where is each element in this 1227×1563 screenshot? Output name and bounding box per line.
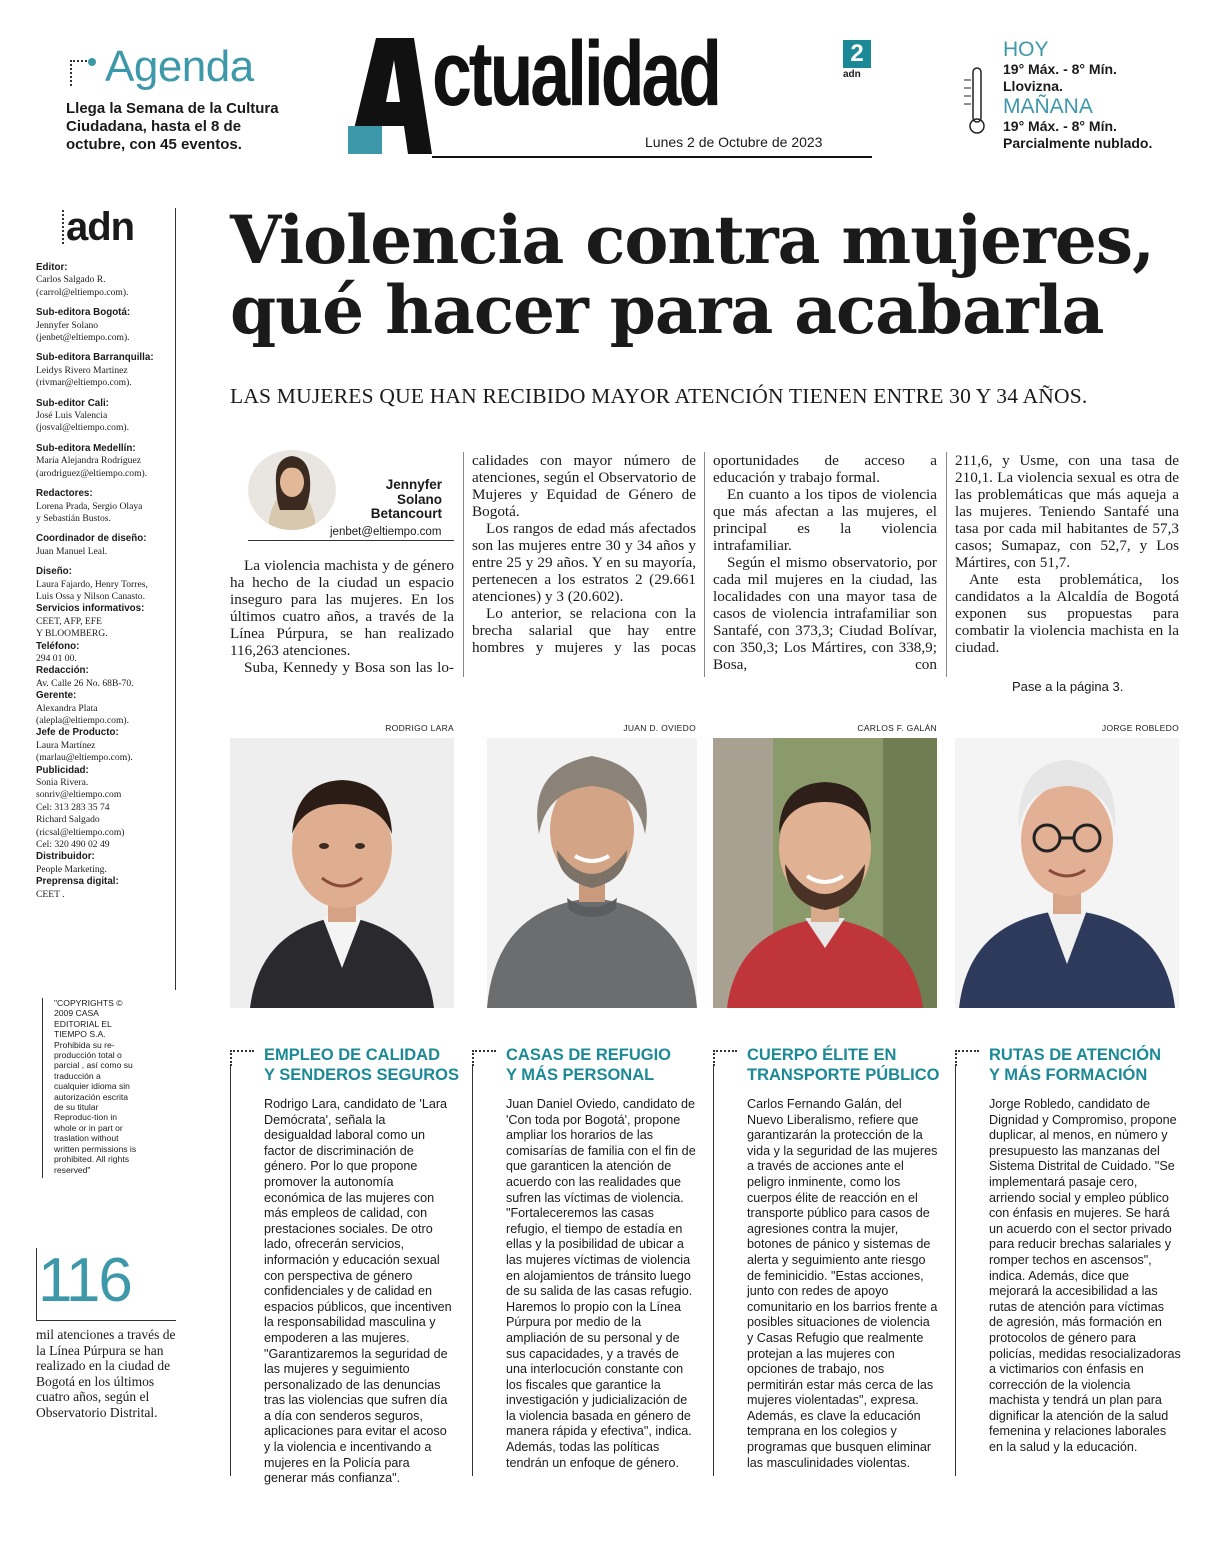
- agenda-text: Llega la Semana de la Cultura Ciudadana, hasta el 8 de octubre, con 45 eventos.: [66, 100, 279, 153]
- thermometer-icon: [962, 66, 992, 136]
- staff-line: CEET, AFP, EFE: [36, 615, 102, 627]
- staff-line: (ricsal@eltiempo.com): [36, 826, 125, 838]
- copyright-rule: [42, 998, 43, 1178]
- paragraph: La violencia machista y de género ha hecho de la ciudad un espacio inseguro para las mujeres. En los últimos cuatro años, a través de la Línea Púrpura, se han realizado 116,263 atenciones.: [230, 557, 454, 659]
- continue-link[interactable]: Pase a la página 3.: [1012, 679, 1124, 694]
- candidate-photo-jorge-robledo: [955, 738, 1179, 1008]
- body-column-3: [713, 452, 937, 673]
- candidate-heading-line-2: Y MÁS PERSONAL: [506, 1066, 655, 1084]
- masthead-title: ctualidad: [432, 23, 719, 125]
- weather-box: [1003, 38, 1152, 152]
- staff-line: (alepla@eltiempo.com).: [36, 715, 130, 726]
- headline: [230, 201, 1190, 349]
- author-name: [340, 478, 442, 522]
- candidate-heading-line-2: Y MÁS FORMACIÓN: [989, 1066, 1148, 1084]
- candidate-heading: [506, 1045, 671, 1085]
- agenda-title: Agenda: [105, 42, 254, 91]
- staff-role: Diseño:: [36, 566, 72, 578]
- weather-tomorrow-desc: Parcialmente nublado.: [1003, 135, 1153, 151]
- body-column-4: [955, 452, 1179, 656]
- staff-role: Teléfono:: [36, 640, 80, 652]
- staff-line: (carrol@eltiempo.com).: [36, 286, 129, 298]
- stat-rule-vertical: [36, 1248, 37, 1320]
- staff-entry: [36, 851, 176, 876]
- staff-entry: [36, 488, 176, 525]
- candidate-heading-line-1: CASAS DE REFUGIO: [506, 1046, 672, 1064]
- body-column-2: [472, 452, 696, 656]
- staff-entry: [36, 727, 176, 764]
- stat-number: 116: [38, 1246, 131, 1315]
- candidate-photo-juan-oviedo: [487, 738, 697, 1008]
- staff-role: Coordinador de diseño:: [36, 533, 147, 545]
- masthead-a-logo: [348, 38, 432, 154]
- paragraph: Suba, Kennedy y Bosa son las lo-: [244, 659, 454, 676]
- candidate-heading: [747, 1045, 940, 1085]
- staff-line: Leidys Rivero Martínez: [36, 364, 128, 376]
- paragraph: Los rangos de edad más afectados son las mujeres entre 30 y 34 años y entre 25 y 29 años. Y en su mayoría, pertenecen a los estratos 2 (29.661 atenciones) y 3 (20.602).: [472, 520, 696, 605]
- author-last-name: Betancourt: [370, 506, 442, 521]
- staff-role: Sub-editora Bogotá:: [36, 307, 131, 319]
- staff-role: Sub-editora Medellín:: [36, 442, 136, 454]
- staff-line: (arodriguez@eltiempo.com).: [36, 467, 148, 479]
- staff-entry: [36, 603, 176, 640]
- staff-line: Cel: 320 490 02 49: [36, 839, 110, 851]
- paragraph: Ante esta problemática, los candidatos a la Alcaldía de Bogotá exponen sus propuestas para combatir la violencia machista en la ciudad.: [955, 571, 1179, 656]
- paragraph: Según el mismo observatorio, por cada mil mujeres en la ciudad, las localidades con una mayor tasa de casos de violencia intrafamiliar son Santafé, con 373,3; Ciudad Bolívar, con 350,3; Los Mártires, con 338,9; Bosa, con: [713, 554, 937, 673]
- weather-tomorrow-label: MAÑANA: [1003, 95, 1093, 118]
- author-middle-name: Solano: [396, 491, 442, 507]
- staff-line: Lorena Prada, Sergio Olaya: [36, 500, 143, 512]
- staff-role: Distribuidor:: [36, 851, 95, 863]
- staff-role: Jefe de Producto:: [36, 727, 119, 739]
- staff-line: (marlau@eltiempo.com).: [36, 752, 133, 764]
- section-bracket: [713, 1050, 737, 1066]
- column-rule: [463, 452, 464, 677]
- section-rule: [955, 1064, 956, 1476]
- weather-today-temp: 19° Máx. - 8° Mín.: [1003, 61, 1117, 77]
- stat-text: mil atenciones a través de la Línea Púrpura se han realizado en la ciudad de Bogotá en los últimos cuatro años, según el Observatorio Distrital.: [36, 1327, 176, 1420]
- staff-entry: [36, 690, 176, 727]
- staff-role: Redacción:: [36, 665, 89, 677]
- paragraph: 211,6, y Usme, con una tasa de 210,1. La violencia sexual es otra de las problemáticas que más aqueja a las mujeres. Teniendo Santafé una tasa por cada mil habitantes de 57,3 casos; Sumapaz, con 52,7, y Los Mártires, con 51,7.: [955, 452, 1179, 571]
- staff-line: Y BLOOMBERG.: [36, 628, 108, 640]
- candidate-text: Rodrigo Lara, candidato de 'Lara Demócrata', señala la desigualdad laboral como un factor de discriminación de género. Por lo que propone promover la autonomía económica de las mujeres con más empleos de calidad, con prestaciones sociales. De otro lado, ofrecerán servicios, información y educación sexual con perspectiva de género confidenciales y de calidad en espacios públicos, que incentiven la responsabilidad masculina y empoderen a las mujeres. "Garantizaremos la seguridad de las mujeres y seguimiento personalizado de las denuncias tras las violencias que sufren día a día con senderos seguros, aplicaciones para evitar el acoso y la violencia e incentivando a mujeres en la Policía para generar más confianza".: [264, 1097, 452, 1486]
- staff-line: María Alejandra Rodríguez: [36, 455, 141, 467]
- copyright-notice: "COPYRIGHTS © 2009 CASA EDITORIAL EL TIEMPO S.A. Prohibida su re-producción total o parcial , así como su traducción a cualquier idioma sin autorización escrita de su titular Reproduc-tion in whole or in part or traslation without written permissions is prohibited. All rights reserved": [54, 998, 137, 1175]
- staff-role: Sub-editora Barranquilla:: [36, 352, 154, 364]
- candidate-heading-line-2: Y SENDEROS SEGUROS: [264, 1066, 459, 1084]
- section-bracket: [230, 1050, 254, 1066]
- stat-rule: [36, 1320, 176, 1321]
- photo-credit: JORGE ROBLEDO: [1101, 723, 1179, 733]
- staff-role: Redactores:: [36, 488, 93, 500]
- staff-entry: [36, 443, 176, 480]
- candidate-photo-rodrigo-lara: [230, 738, 454, 1008]
- staff-line: Laura Martínez: [36, 739, 96, 751]
- staff-entry: [36, 765, 176, 852]
- section-rule: [230, 1064, 231, 1476]
- author-email[interactable]: jenbet@eltiempo.com: [330, 526, 442, 538]
- weather-today-label: HOY: [1003, 38, 1049, 61]
- candidate-text: Carlos Fernando Galán, del Nuevo Liberalismo, refiere que garantizarán la protección de la vida y la seguridad de las mujeres a través de acciones ante el peligro inminente, como los cuerpos élite de reacción en el transporte público para casos de agresiones contra la mujer, botones de pánico y sistemas de alerta y seguimiento ante riesgo de feminicidio. "Estas acciones, junto con redes de apoyo comunitario en los barrios frente a posibles situaciones de violencia y Casas Refugio que realmente protejan a las mujeres con opciones de trabajo, nos permitirán estar más cerca de las mujeres violentadas", expresa. Además, es clave la educación temprana en los colegios y programas que busquen eliminar las masculinidades violentas.: [747, 1097, 938, 1470]
- paragraph: calidades con mayor número de atenciones, según el Observatorio de Mujeres y Equidad de Género de Bogotá.: [472, 452, 696, 520]
- author-photo: [248, 450, 336, 530]
- staff-line: People Marketing.: [36, 863, 107, 875]
- staff-box: [36, 262, 176, 901]
- issue-date: Lunes 2 de Octubre de 2023: [645, 134, 823, 150]
- staff-line: Jennyfer Solano: [36, 319, 99, 331]
- section-rule: [713, 1064, 714, 1476]
- subheadline: LAS MUJERES QUE HAN RECIBIDO MAYOR ATENCIÓN TIENEN ENTRE 30 Y 34 AÑOS.: [230, 384, 1088, 408]
- staff-line: Juan Manuel Leal.: [36, 545, 108, 557]
- staff-line: Cel: 313 283 35 74: [36, 801, 110, 813]
- candidate-heading-line-2: TRANSPORTE PÚBLICO: [747, 1066, 940, 1084]
- staff-role: Editor:: [36, 262, 68, 273]
- column-rule: [946, 452, 947, 677]
- adn-logo: adn: [66, 205, 135, 249]
- staff-line: y Sebastián Bustos.: [36, 512, 111, 524]
- staff-line: sonriv@eltiempo.com: [36, 789, 122, 801]
- weather-today-desc: Llovizna.: [1003, 78, 1063, 94]
- staff-line: Sonia Rivera.: [36, 777, 89, 789]
- section-bracket: [955, 1050, 979, 1066]
- photo-credit: JUAN D. OVIEDO: [623, 723, 696, 733]
- candidate-heading-line-1: RUTAS DE ATENCIÓN: [989, 1046, 1162, 1064]
- staff-line: Luis Ossa y Nilson Canasto.: [36, 590, 145, 602]
- candidate-text: Jorge Robledo, candidato de Dignidad y Compromiso, propone duplicar, al menos, en número y presupuesto las manzanas del Sistema Distrital de Cuidado. "Se implementará pasaje cero, arriendo social y empleo público con énfasis en mujeres. Se hará un acuerdo con el sector privado para reducir brechas salariales y romper techos en ascensos", indica. Además, dice que mejorará la accesibilidad a las rutas de atención para víctimas de agresión, más formación en protocolos de género para policías, medidas resocializadoras a victimarios con énfasis en corrección de la violencia machista y tendrá un plan para dignificar la atención de la salud femenina y relaciones laborales en la salud y la educación.: [989, 1097, 1181, 1455]
- staff-entry: [36, 665, 176, 690]
- staff-entry: [36, 352, 176, 389]
- staff-role: Sub-editor Cali:: [36, 397, 109, 409]
- staff-line: Laura Fajardo, Henry Torres,: [36, 578, 148, 590]
- staff-line: Carlos Salgado R.: [36, 274, 106, 286]
- headline-line-1: Violencia contra mujeres,: [230, 201, 1154, 279]
- candidate-text: Juan Daniel Oviedo, candidato de 'Con toda por Bogotá', propone ampliar los horarios de las comisarías de familia con el fin de que garanticen la atención de acuerdo con las realidades que sufren las víctimas de violencia. "Fortaleceremos las casas refugio, el tiempo de estadía en ellas y la posibilidad de ubicar a las mujeres víctimas de violencia en alojamientos de tránsito luego de su salida de las casas refugio. Haremos lo propio con la Línea Púrpura por medio de la ampliación de su personal y de sus capacidades, y a través de una interlocución constante con los fiscales que garantice la investigación y judicialización de la violencia basada en género de manera rápida y efectiva", indica. Además, todas las políticas tendrán un enfoque de género.: [506, 1097, 696, 1470]
- page-number: 2: [843, 40, 871, 68]
- staff-entry: [36, 641, 176, 666]
- paragraph: oportunidades de acceso a educación y trabajo formal.: [713, 452, 937, 486]
- staff-entry: [36, 398, 176, 435]
- staff-role: Servicios informativos:: [36, 603, 145, 615]
- paragraph: Lo anterior, se relaciona con la brecha salarial que hay entre hombres y mujeres y las pocas: [472, 605, 696, 656]
- staff-role: Preprensa digital:: [36, 876, 119, 888]
- staff-line: Richard Salgado: [36, 814, 100, 826]
- photo-credit: CARLOS F. GALÁN: [857, 723, 937, 733]
- column-rule: [704, 452, 705, 677]
- headline-line-2: qué hacer para acabarla: [230, 271, 1104, 349]
- section-rule: [472, 1064, 473, 1476]
- staff-entry: [36, 566, 176, 603]
- candidate-photo-carlos-galan: [713, 738, 937, 1008]
- candidate-heading-line-1: EMPLEO DE CALIDAD: [264, 1046, 441, 1064]
- staff-line: CEET .: [36, 888, 65, 900]
- candidate-heading-line-1: CUERPO ÉLITE EN: [747, 1046, 897, 1064]
- weather-tomorrow-temp: 19° Máx. - 8° Mín.: [1003, 118, 1117, 134]
- staff-entry: [36, 533, 176, 558]
- agenda-dot: [88, 58, 96, 66]
- staff-entry: [36, 876, 176, 901]
- staff-role: Gerente:: [36, 690, 77, 702]
- staff-line: José Luis Valencia: [36, 410, 108, 422]
- paragraph: En cuanto a los tipos de violencia que más afectan a las mujeres, el principal es la violencia intrafamiliar.: [713, 486, 937, 554]
- staff-line: 294 01 00.: [36, 652, 77, 664]
- staff-line: Av. Calle 26 No. 68B-70.: [36, 677, 134, 689]
- photo-credit: RODRIGO LARA: [385, 723, 454, 733]
- author-first-name: Jennyfer: [385, 477, 442, 492]
- candidate-heading: [264, 1045, 459, 1085]
- author-rule: [248, 540, 454, 541]
- body-column-1: [230, 557, 454, 676]
- staff-role: Publicidad:: [36, 764, 89, 776]
- staff-line: Alexandra Plata: [36, 702, 98, 714]
- section-bracket: [472, 1050, 496, 1066]
- page-number-brand: adn: [843, 69, 861, 80]
- masthead-rule: [432, 156, 872, 158]
- staff-line: (rivmar@eltiempo.com).: [36, 377, 132, 389]
- staff-line: (jenbet@eltiempo.com).: [36, 332, 130, 344]
- staff-entry: [36, 307, 176, 344]
- candidate-heading: [989, 1045, 1161, 1085]
- staff-line: (josval@eltiempo.com).: [36, 422, 130, 434]
- staff-entry: [36, 262, 176, 299]
